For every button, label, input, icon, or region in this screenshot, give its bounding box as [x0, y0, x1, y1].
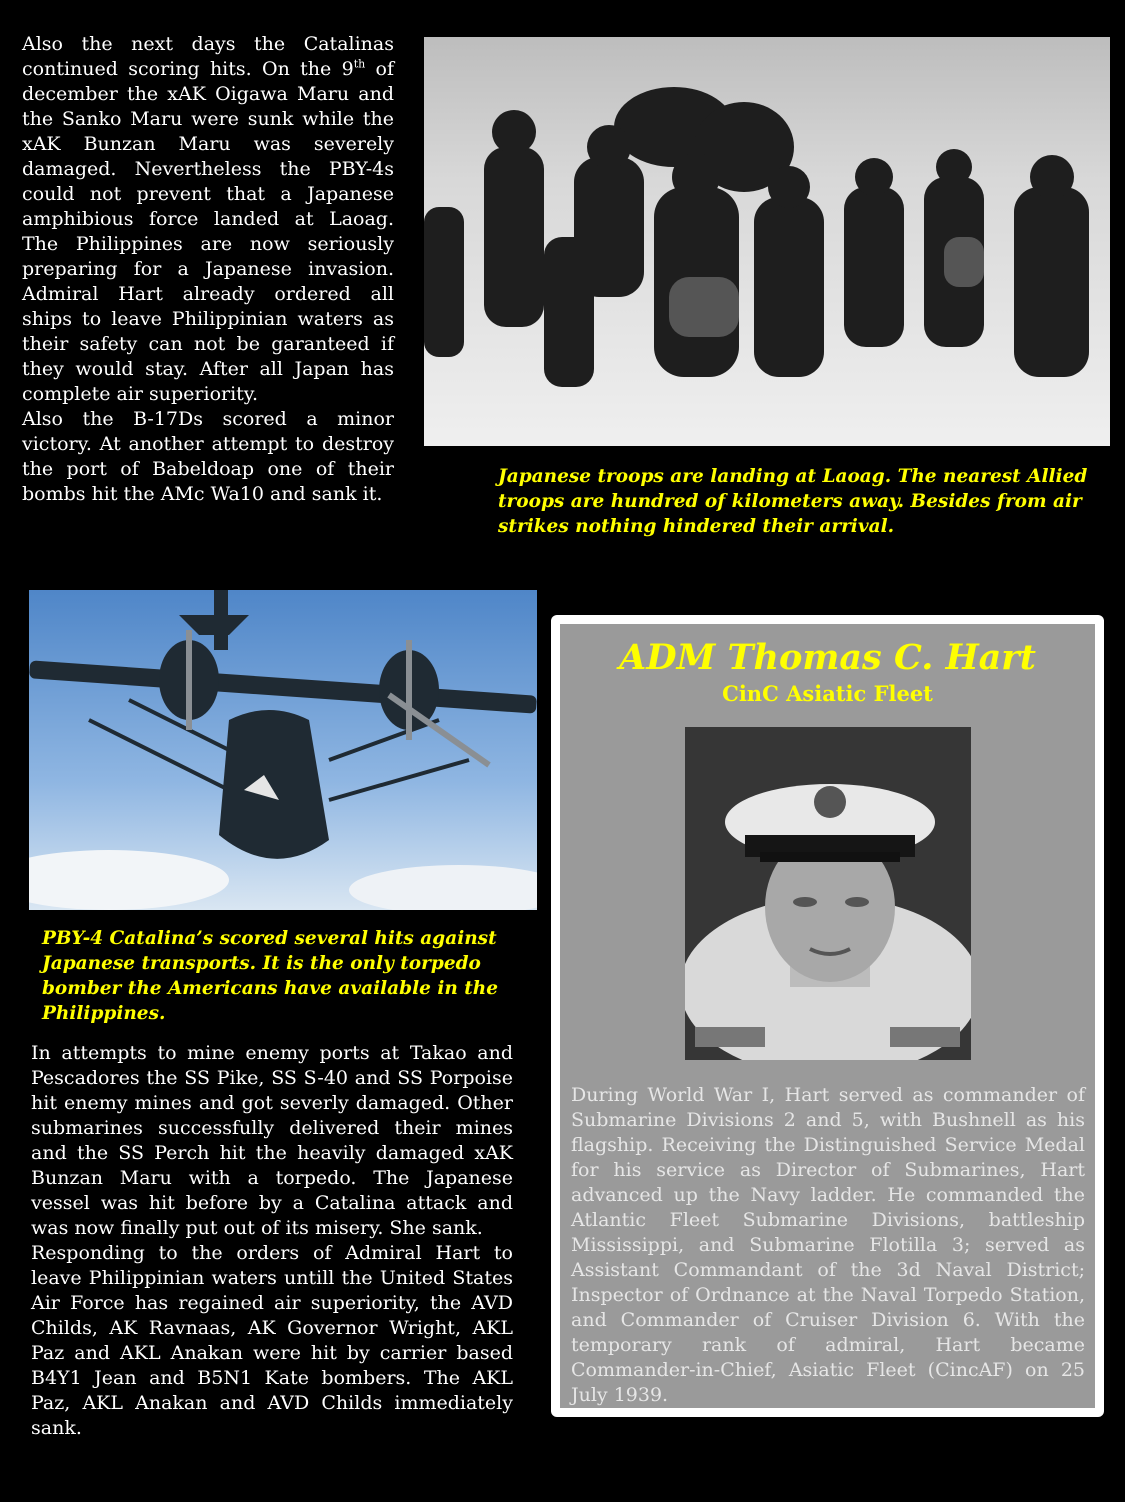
intro-paragraph-1: Also the next days the Catalinas continued scoring hits. On the 9th of december the xAK Oigawa Maru and the Sanko Maru were sunk while the xAK Bunzan Maru was severely damaged. Nevertheless the PBY-4s could not prevent that a Japanese amphibious force landed at Laoag. The Philippines are now seriously preparing for a Japanese invasion. Admiral Hart already ordered all ships to leave Philippinian waters as their safety can not be garanteed if they would stay. After all Japan has complete air superiority. [22, 33, 394, 405]
profile-title: ADM Thomas C. Hart [619, 637, 1036, 678]
body-text [31, 1041, 513, 1441]
catalina-photo [29, 590, 537, 910]
troops-landing-photo [424, 37, 1110, 446]
profile-panel [551, 615, 1104, 1417]
hart-portrait-photo [685, 727, 971, 1060]
profile-panel-inner [560, 624, 1095, 1408]
profile-subtitle: CinC Asiatic Fleet [722, 681, 933, 706]
catalina-photo-caption: PBY-4 Catalina’s scored several hits against Japanese transports. It is the only torpedo bomber the Americans have available in the Philippines. [42, 928, 499, 1024]
profile-bio: During World War I, Hart served as commander of Submarine Divisions 2 and 5, with Bushnell as his flagship. Receiving the Distinguished Service Medal for his service as Director of Submarines, Hart advanced up the Navy ladder. He commanded the Atlantic Fleet Submarine Divisions, battleship Mississippi, and Submarine Flotilla 3; served as Assistant Commandant of the 3d Naval District; Inspector of Ordnance at the Naval Torpedo Station, and Commander of Cruiser Division 6. With the temporary rank of admiral, Hart became Commander-in-Chief, Asiatic Fleet (CincAF) on 25 July 1939. [571, 1084, 1085, 1406]
intro-paragraph-2: Also the B-17Ds scored a minor victory. At another attempt to destroy the port of Babeldoap one of their bombs hit the AMc Wa10 and sank it. [22, 408, 394, 505]
troops-photo-caption: Japanese troops are landing at Laoag. The nearest Allied troops are hundred of kilometers away. Besides from air strikes nothing hindered their arrival. [498, 466, 1088, 537]
intro-text [22, 32, 394, 507]
body-paragraph-1: In attempts to mine enemy ports at Takao and Pescadores the SS Pike, SS S-40 and SS Porpoise hit enemy mines and got severly damaged. Other submarines successfully delivered their mines and the SS Perch hit the heavily damaged xAK Bunzan Maru with a torpedo. The Japanese vessel was hit before by a Catalina attack and was now finally put out of its misery. She sank. [31, 1042, 513, 1239]
body-paragraph-2: Responding to the orders of Admiral Hart to leave Philippinian waters untill the United States Air Force has regained air superiority, the AVD Childs, AK Ravnaas, AK Governor Wright, AKL Paz and AKL Anakan were hit by carrier based B4Y1 Jean and B5N1 Kate bombers. The AKL Paz, AKL Anakan and AVD Childs immediately sank. [31, 1242, 513, 1439]
